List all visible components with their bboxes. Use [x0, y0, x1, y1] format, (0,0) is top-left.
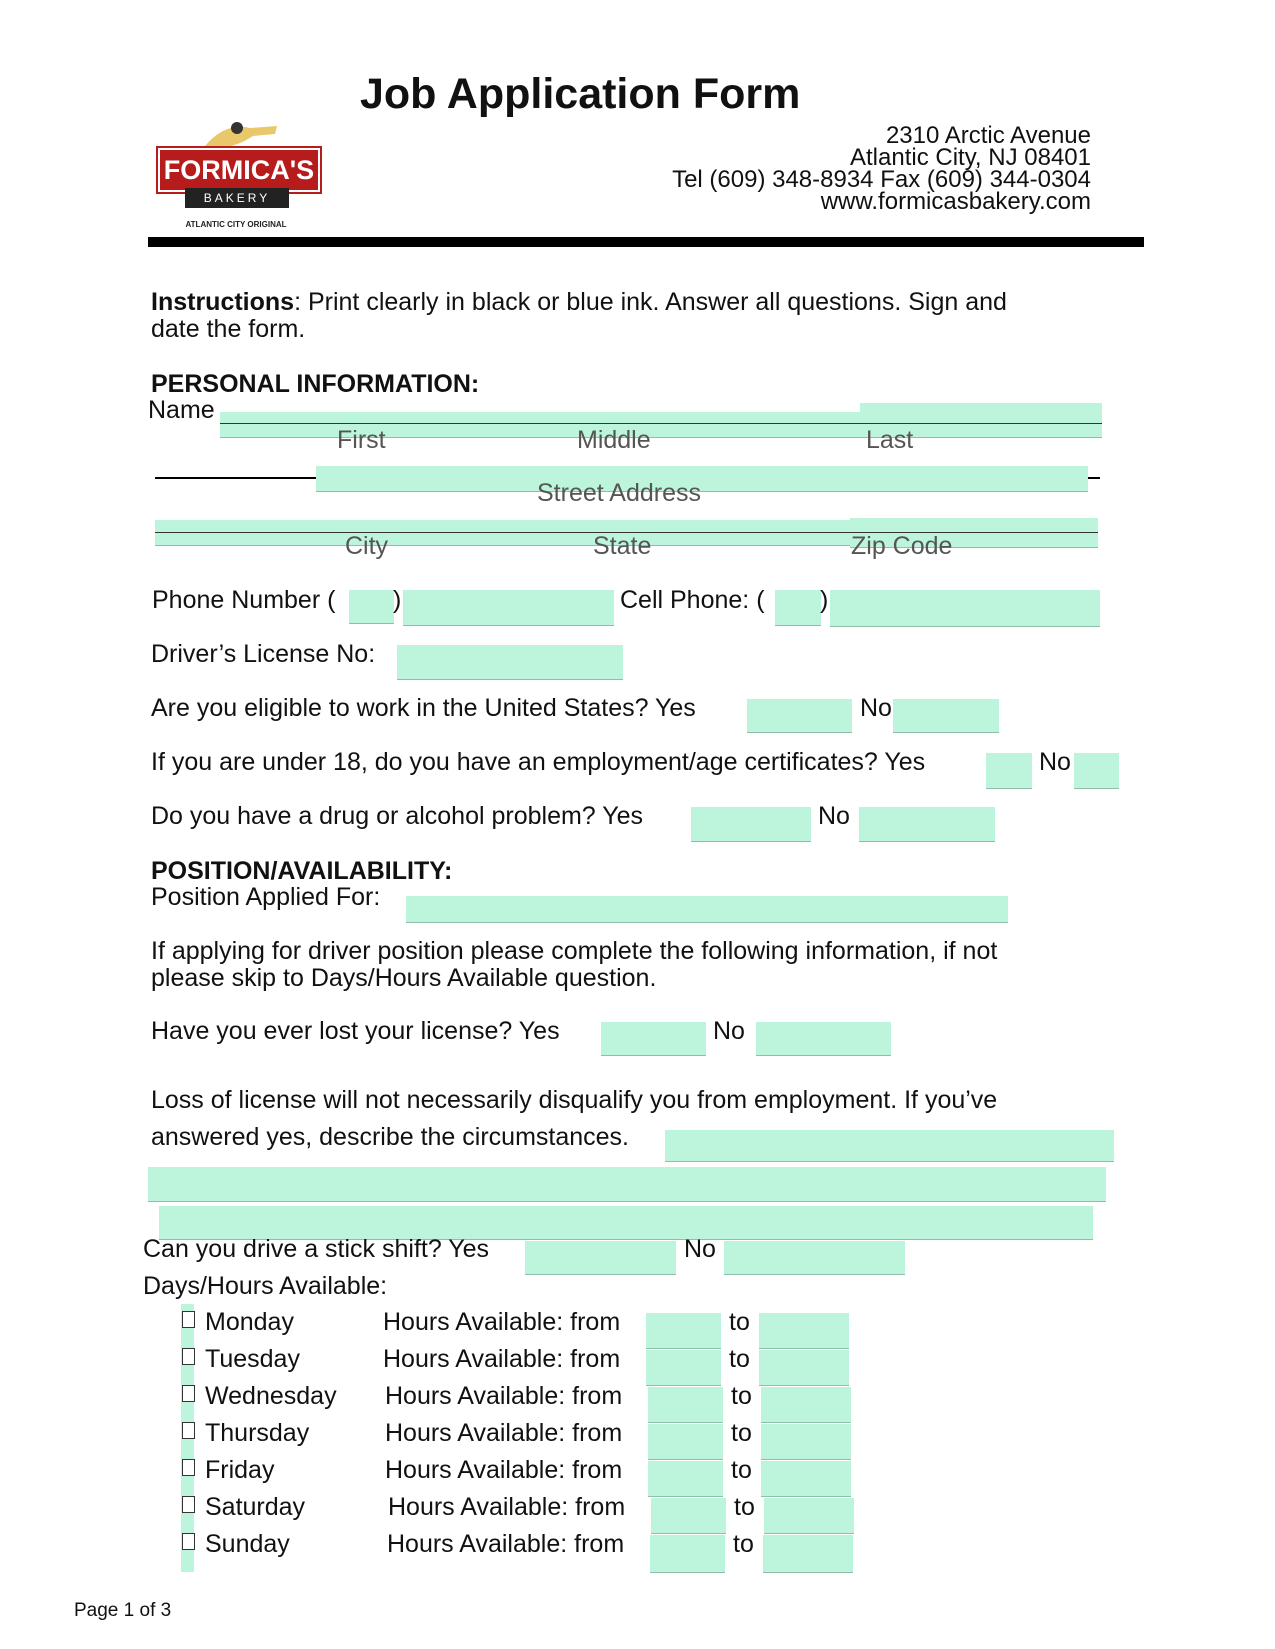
to-label: to: [729, 1308, 750, 1336]
phone-area-code-field[interactable]: [349, 590, 394, 624]
day-label: Friday: [205, 1456, 275, 1484]
website: www.formicasbakery.com: [820, 188, 1091, 215]
under18-no-label: No: [1039, 748, 1071, 776]
cell-area-code-field[interactable]: [775, 590, 821, 626]
circumstances-field-1[interactable]: [665, 1130, 1114, 1162]
name-label: Name: [148, 396, 215, 424]
tuesday-from-field[interactable]: [646, 1350, 721, 1386]
street-caption: Street Address: [537, 479, 701, 507]
stick-shift-yes-field[interactable]: [525, 1241, 676, 1275]
under18-question: If you are under 18, do you have an employment/age certificates? Yes: [151, 748, 926, 776]
license-field[interactable]: [397, 645, 623, 680]
position-applied-label: Position Applied For:: [151, 883, 381, 911]
hours-label: Hours Available: from: [387, 1530, 625, 1558]
under18-no-field[interactable]: [1074, 753, 1119, 789]
day-label: Wednesday: [205, 1382, 337, 1410]
license-label: Driver’s License No:: [151, 640, 376, 668]
thursday-from-field[interactable]: [648, 1424, 723, 1460]
hours-label: Hours Available: from: [385, 1456, 623, 1484]
middle-caption: Middle: [577, 426, 651, 454]
day-label: Sunday: [205, 1530, 290, 1558]
friday-to-field[interactable]: [761, 1461, 851, 1497]
instructions-label: Instructions: [151, 288, 295, 316]
page-title: Job Application Form: [360, 70, 801, 118]
personal-heading: PERSONAL INFORMATION:: [151, 370, 480, 398]
eligible-yes-field[interactable]: [747, 699, 852, 733]
cell-number-field[interactable]: [830, 590, 1100, 627]
cell-close-paren: ): [820, 586, 829, 614]
days-hours-label: Days/Hours Available:: [143, 1272, 388, 1300]
instructions-text-2: date the form.: [151, 315, 306, 343]
drug-yes-field[interactable]: [691, 807, 811, 842]
circumstances-field-2[interactable]: [148, 1167, 1106, 1202]
zip-caption: Zip Code: [851, 532, 953, 560]
to-label: to: [734, 1493, 755, 1521]
thursday-to-field[interactable]: [761, 1424, 851, 1460]
instructions-text: : Print clearly in black or blue ink. Answer all questions. Sign and: [294, 288, 1007, 316]
day-label: Thursday: [205, 1419, 310, 1447]
to-label: to: [729, 1345, 750, 1373]
logo-tagline: ATLANTIC CITY ORIGINAL: [185, 220, 287, 229]
logo-name: FORMICA'S: [158, 148, 320, 192]
saturday-to-field[interactable]: [764, 1498, 854, 1534]
first-caption: First: [337, 426, 386, 454]
monday-checkbox[interactable]: [182, 1311, 195, 1328]
friday-from-field[interactable]: [648, 1461, 723, 1497]
wednesday-from-field[interactable]: [648, 1387, 723, 1423]
lost-license-no-field[interactable]: [756, 1022, 891, 1056]
cell-label: Cell Phone: (: [620, 586, 765, 614]
stick-shift-no-field[interactable]: [724, 1241, 905, 1275]
tuesday-to-field[interactable]: [759, 1350, 849, 1386]
hours-label: Hours Available: from: [388, 1493, 626, 1521]
phone-label: Phone Number (: [152, 586, 336, 614]
driver-instructions-2: please skip to Days/Hours Available question.: [151, 964, 657, 992]
to-label: to: [731, 1382, 752, 1410]
monday-to-field[interactable]: [759, 1313, 849, 1349]
header-divider: [148, 237, 1144, 247]
address-line1: 2310 Arctic Avenue: [885, 122, 1091, 149]
position-applied-field[interactable]: [406, 896, 1008, 923]
to-label: to: [731, 1419, 752, 1447]
wednesday-to-field[interactable]: [761, 1387, 851, 1423]
phone-number-field[interactable]: [403, 590, 614, 626]
logo-sub: BAKERY: [185, 188, 289, 208]
stick-shift-no-label: No: [684, 1235, 716, 1263]
lost-license-yes-field[interactable]: [601, 1022, 706, 1056]
tuesday-checkbox[interactable]: [182, 1348, 195, 1365]
to-label: to: [733, 1530, 754, 1558]
drug-no-field[interactable]: [859, 807, 995, 842]
day-label: Monday: [205, 1308, 294, 1336]
baker-figure-icon: [195, 118, 285, 152]
hours-label: Hours Available: from: [383, 1345, 621, 1373]
hours-label: Hours Available: from: [385, 1382, 623, 1410]
thursday-checkbox[interactable]: [182, 1422, 195, 1439]
city-state-field[interactable]: [155, 520, 875, 546]
drug-question: Do you have a drug or alcohol problem? Yes: [151, 802, 643, 830]
state-caption: State: [593, 532, 652, 560]
name-underline: [220, 423, 1102, 424]
position-heading: POSITION/AVAILABILITY:: [151, 857, 453, 885]
loss-explanation-2: answered yes, describe the circumstances.: [151, 1123, 629, 1151]
friday-checkbox[interactable]: [182, 1459, 195, 1476]
saturday-checkbox[interactable]: [182, 1496, 195, 1513]
to-label: to: [731, 1456, 752, 1484]
driver-instructions-1: If applying for driver position please complete the following information, if not: [151, 937, 998, 965]
eligible-no-field[interactable]: [893, 699, 999, 733]
hours-label: Hours Available: from: [385, 1419, 623, 1447]
instructions: [151, 289, 1007, 315]
hours-label: Hours Available: from: [383, 1308, 621, 1336]
last-caption: Last: [866, 426, 914, 454]
monday-from-field[interactable]: [646, 1313, 721, 1349]
under18-yes-field[interactable]: [986, 753, 1032, 789]
phone-close-paren: ): [393, 586, 402, 614]
street-address-field[interactable]: [316, 466, 1088, 492]
lost-license-question: Have you ever lost your license? Yes: [151, 1017, 560, 1045]
sunday-to-field[interactable]: [763, 1535, 853, 1573]
city-caption: City: [345, 532, 389, 560]
eligible-question: Are you eligible to work in the United States? Yes: [151, 694, 696, 722]
first-middle-name-field[interactable]: [220, 412, 860, 438]
drug-no-label: No: [818, 802, 850, 830]
wednesday-checkbox[interactable]: [182, 1385, 195, 1402]
eligible-no-label: No: [860, 694, 892, 722]
sunday-checkbox[interactable]: [182, 1533, 195, 1550]
stick-shift-question: Can you drive a stick shift? Yes: [143, 1235, 490, 1263]
address-line2: Atlantic City, NJ 08401: [850, 144, 1091, 171]
lost-license-no-label: No: [713, 1017, 745, 1045]
day-label: Saturday: [205, 1493, 306, 1521]
page-number: Page 1 of 3: [74, 1600, 172, 1621]
sunday-from-field[interactable]: [650, 1535, 725, 1573]
day-label: Tuesday: [205, 1345, 300, 1373]
saturday-from-field[interactable]: [651, 1498, 726, 1534]
address-block: [672, 122, 1091, 215]
phone-fax-line: Tel (609) 348-8934 Fax (609) 344-0304: [672, 166, 1091, 193]
loss-explanation-1: Loss of license will not necessarily disqualify you from employment. If you’ve: [151, 1086, 998, 1114]
